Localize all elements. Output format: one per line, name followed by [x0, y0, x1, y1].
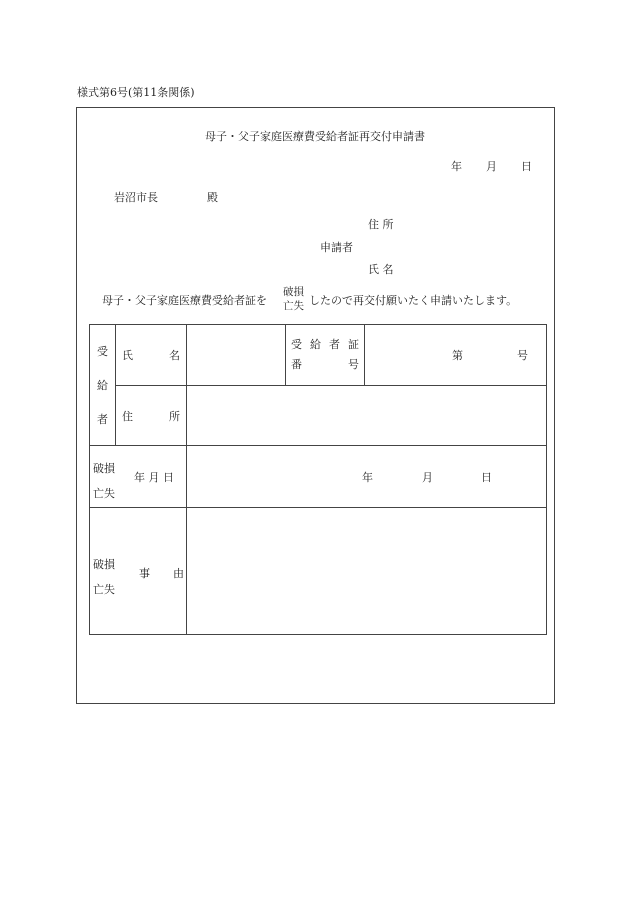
applicant-name-label: 氏 名 [368, 263, 394, 276]
date-day-label: 日 [521, 160, 532, 173]
recipient-address-input[interactable] [187, 386, 547, 446]
recipient-char-3: 者 [97, 413, 108, 426]
name-label-b: 名 [169, 349, 180, 362]
application-table [89, 324, 547, 635]
reason-input[interactable] [187, 508, 547, 635]
date-input[interactable] [187, 446, 547, 508]
cert-label-line2b: 号 [348, 358, 359, 371]
form-number-label: 様式第6号(第11条関係) [77, 86, 195, 99]
date-input-month: 月 [422, 470, 433, 484]
date-input-year: 年 [362, 470, 373, 484]
date-month-label: 月 [486, 160, 497, 173]
recipient-name-row [90, 325, 547, 386]
statement-suffix: したので再交付願いたく申請いたします。 [309, 294, 518, 307]
cert-label-line2a: 番 [291, 358, 302, 371]
recipient-address-row [90, 386, 547, 446]
cert-number-label-cell [286, 325, 365, 386]
date-year-label: 年 [451, 160, 462, 173]
cert-number-prefix: 第 [452, 349, 463, 362]
date-label-lost: 亡失 [93, 486, 115, 500]
applicant-role-label: 申請者 [320, 241, 353, 254]
address-label-b: 所 [169, 409, 180, 423]
date-label-cell [90, 446, 187, 508]
name-label-a: 氏 [122, 349, 133, 362]
recipient-vertical-label [90, 343, 115, 427]
applicant-address-label: 住 所 [368, 218, 394, 231]
cert-label-line1: 受 給 者 証 [291, 338, 359, 351]
date-label-damaged: 破損 [93, 461, 115, 475]
addressee-honorific: 殿 [207, 191, 218, 204]
reason-label-cell [90, 508, 187, 635]
address-label-cell [116, 386, 187, 446]
recipient-name-input[interactable] [187, 325, 286, 386]
reason-label-b: 由 [173, 566, 184, 580]
name-label-cell [116, 325, 187, 386]
cert-number-suffix: 号 [517, 349, 528, 362]
statement-option-damaged: 破損 [283, 286, 304, 298]
reason-label-a: 事 [139, 566, 150, 580]
date-row [90, 446, 547, 508]
addressee-name: 岩沼市長 [114, 191, 158, 204]
date-input-day: 日 [481, 470, 492, 484]
statement-prefix: 母子・父子家庭医療費受給者証を [102, 294, 267, 307]
reason-label-lost: 亡失 [93, 582, 115, 596]
address-label-a: 住 [122, 409, 133, 423]
cert-number-input[interactable] [365, 325, 547, 386]
statement-option-group [283, 285, 304, 313]
form-title: 母子・父子家庭医療費受給者証再交付申請書 [205, 130, 425, 143]
recipient-char-2: 給 [97, 379, 108, 392]
statement-option-lost: 亡失 [283, 300, 304, 312]
recipient-header-cell [90, 325, 116, 446]
date-label-ymd: 年 月 日 [134, 470, 174, 484]
reason-label-damaged: 破損 [93, 557, 115, 571]
reason-row [90, 508, 547, 635]
recipient-char-1: 受 [97, 345, 108, 358]
